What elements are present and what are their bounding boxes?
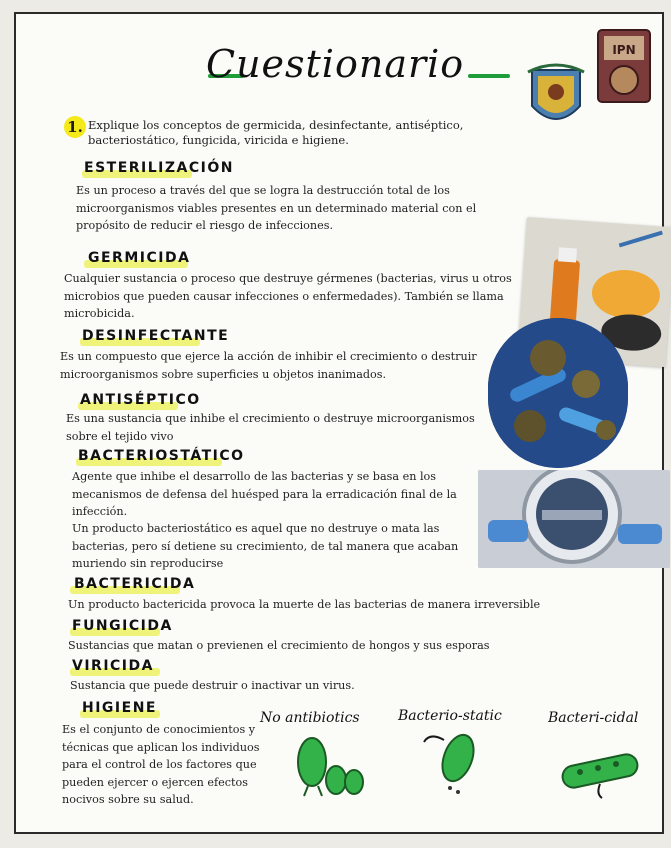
text-higiene: Es el conjunto de conocimientos y técnicas que aplican los individuos para el control de los factores que pueden ejercer o ejercen efectos nocivos sobre su salud. [62, 723, 260, 806]
title-line-right [468, 74, 510, 78]
university-crest-icon [524, 62, 588, 136]
heading-higiene: HIGIENE [82, 700, 157, 716]
bacteria-static-icon [420, 728, 490, 798]
heading-viricida: VIRICIDA [72, 658, 154, 674]
bacteria-multiplying-icon [286, 732, 376, 798]
question-number: 1. [64, 116, 86, 138]
text-fungicida: Sustancias que matan o previenen el crecimiento de hongos y sus esporas [68, 639, 490, 652]
text-bacteriostatico: Agente que inhibe el desarrollo de las bacterias y se basa en los mecanismos de defensa del huésped para la erradicación final de la infección. [72, 470, 457, 518]
page-title: Cuestionario [206, 42, 465, 86]
heading-esterilizacion: ESTERILIZACIÓN [84, 160, 234, 176]
text-germicida: Cualquier sustancia o proceso que destruye gérmenes (bacterias, virus u otros microbios que pueden causar infecciones o enfermedades). También se llama microbicida. [64, 272, 512, 320]
ipn-crest-icon [592, 24, 656, 108]
text-esterilizacion: Es un proceso a través del que se logra la destrucción total de los microorganismos viables presentes en un determinado material con el propósito de reducir el riesgo de infecciones. [76, 184, 477, 232]
label-bacteriostatic: Bacterio-static [398, 708, 502, 724]
label-no-antibiotics: No antibiotics [260, 710, 360, 726]
bacteria-dead-icon [556, 750, 646, 800]
heading-bactericida: BACTERICIDA [74, 576, 196, 592]
microorganisms-image [488, 318, 628, 468]
label-bactericidal: Bacteri-cidal [548, 710, 639, 726]
heading-antiseptico: ANTISÉPTICO [80, 392, 201, 408]
heading-bacteriostatico: BACTERIOSTÁTICO [78, 448, 245, 464]
text-bactericida: Un producto bactericida provoca la muerte de las bacterias de manera irreversible [68, 598, 541, 611]
heading-desinfectante: DESINFECTANTE [82, 328, 230, 344]
text-desinfectante: Es un compuesto que ejerce la acción de inhibir el crecimiento o destruir microorganismos sobre superficies u objetos inanimados. [60, 350, 477, 381]
autoclave-image [478, 470, 670, 568]
heading-germicida: GERMICIDA [88, 250, 191, 266]
crest-label: IPN [612, 43, 636, 57]
text-bacteriostatico-2: Un producto bacteriostático es aquel que no destruye o mata las bacterias, pero sí detiene su crecimiento, de tal manera que acaban muriendo sin reproducirse [72, 522, 459, 570]
text-antiseptico: Es una sustancia que inhibe el crecimiento o destruye microorganismos sobre el tejido vivo [66, 412, 475, 443]
question-text: Explique los conceptos de germicida, desinfectante, antiséptico, bacteriostático, fungicida, viricida e higiene. [88, 118, 464, 147]
text-viricida: Sustancia que puede destruir o inactivar un virus. [70, 679, 355, 692]
heading-fungicida: FUNGICIDA [72, 618, 173, 634]
